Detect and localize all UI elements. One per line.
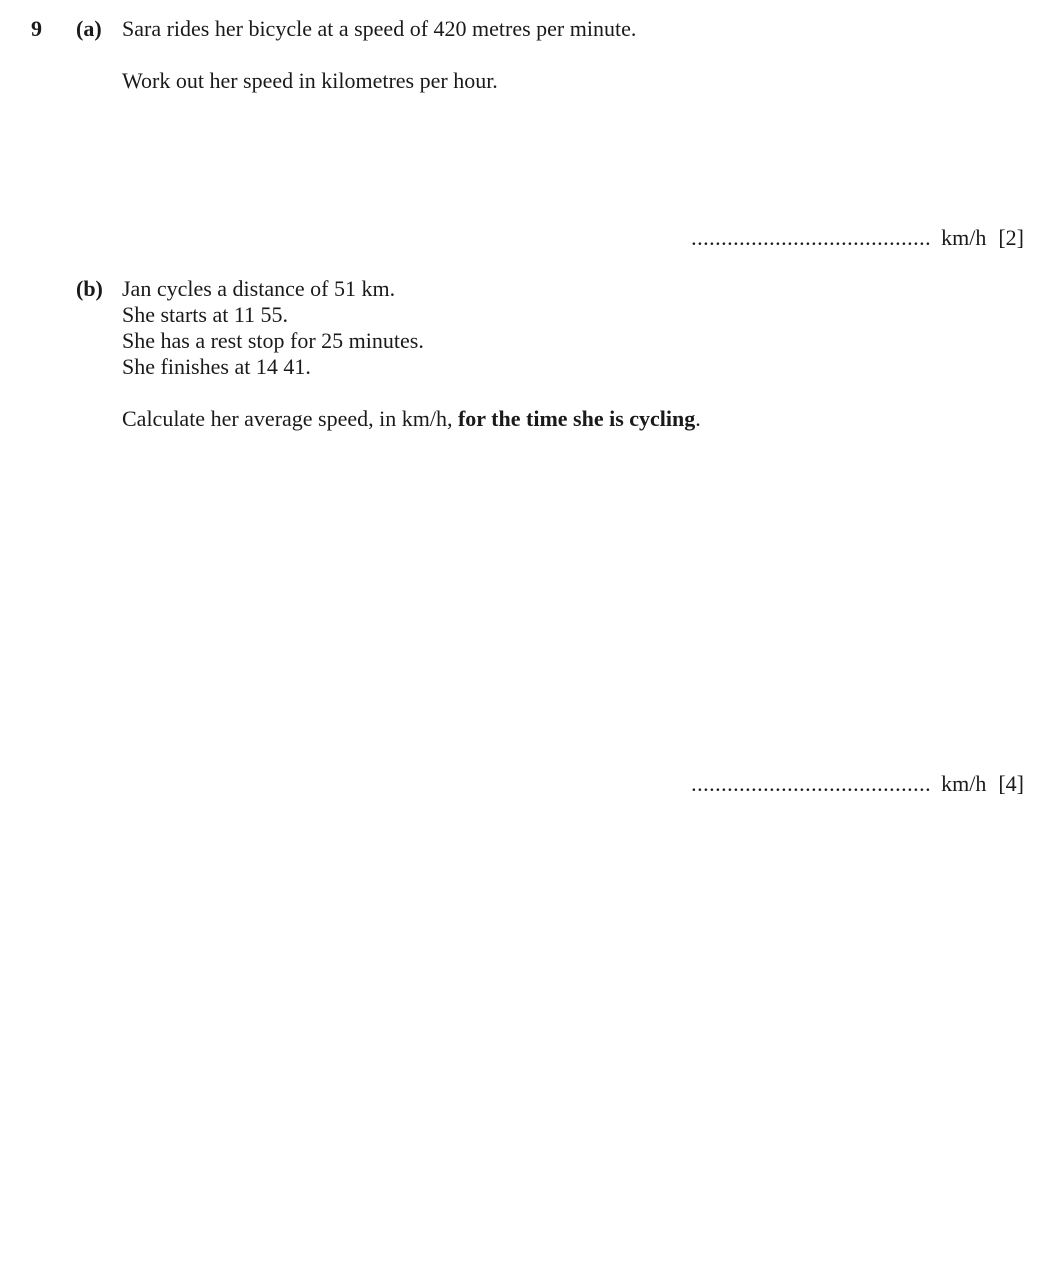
part-b-instruction-emphasis: for the time she is cycling [457,406,696,431]
part-b-answer-unit: km/h [941,771,987,796]
part-b-answer-dots[interactable]: ........................................ [691,771,932,796]
part-b-label: (b) [76,276,103,301]
part-b-instruction [122,406,701,432]
part-a-line2: Work out her speed in kilometres per hour. [122,68,498,93]
part-b-answer-line[interactable] [691,771,1024,797]
part-b-line4: She finishes at 14 41. [122,354,311,379]
part-a-answer-dots[interactable]: ........................................ [691,225,932,250]
part-b-instruction-suffix: . [695,406,701,431]
question-number: 9 [31,16,42,41]
part-b-marks: [4] [998,771,1024,796]
part-a-label: (a) [76,16,102,41]
part-b-line2: She starts at 11 55. [122,302,288,327]
part-a-marks: [2] [998,225,1024,250]
part-b-instruction-prefix: Calculate her average speed, in km/h, [122,406,458,431]
part-a-line1: Sara rides her bicycle at a speed of 420 metres per minute. [122,16,637,41]
part-b-line3: She has a rest stop for 25 minutes. [122,328,424,353]
part-a-answer-unit: km/h [941,225,987,250]
part-a-answer-line[interactable] [691,225,1024,251]
part-b-line1: Jan cycles a distance of 51 km. [122,276,396,301]
